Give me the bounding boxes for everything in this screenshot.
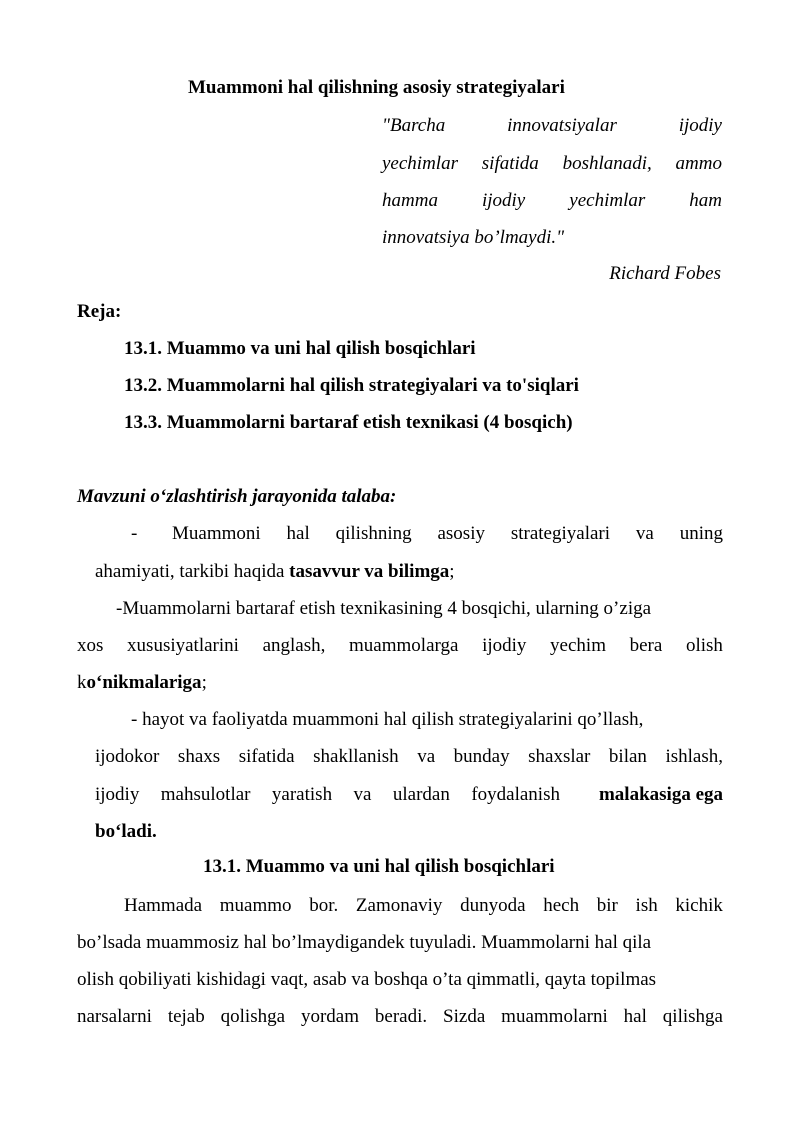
word: shaxslar <box>528 746 591 767</box>
section-paragraph-line-3: olish qobiliyati kishidagi vaqt, asab va boshqa o’ta qimmatli, qayta topilmas <box>77 969 657 990</box>
word: yechim <box>550 635 606 656</box>
goal-1-dash: - <box>131 523 138 544</box>
word: shaxs <box>177 746 221 767</box>
section-paragraph-line-4 <box>77 1005 723 1029</box>
word: ijodiy <box>678 115 722 136</box>
goal-3-line-2 <box>95 745 723 769</box>
goal-3-words <box>95 783 560 807</box>
word: Zamonaviy <box>355 895 443 916</box>
word: ulardan <box>392 784 450 805</box>
word: va <box>417 746 436 767</box>
word: ish <box>635 895 658 916</box>
goal-2-line-3 <box>77 671 207 695</box>
word: olish <box>685 635 723 656</box>
word: ammo <box>675 153 722 174</box>
goal-2-line-2 <box>77 634 723 658</box>
word: kichik <box>675 895 723 916</box>
goal-1-end: ; <box>449 561 455 582</box>
word: hech <box>543 895 580 916</box>
section-heading: 13.1. Muammo va uni hal qilish bosqichlari <box>203 856 555 877</box>
word: strategiyalari <box>510 523 611 544</box>
word: Sizda <box>443 1006 486 1027</box>
word: muammolarni <box>501 1006 608 1027</box>
word: yordam <box>300 1006 359 1027</box>
word: hal <box>286 523 310 544</box>
goal-1-emphasis: tasavvur va bilimga <box>289 561 450 582</box>
word: qilishga <box>662 1006 723 1027</box>
word: xos <box>77 635 104 656</box>
section-paragraph-line-2: bo’lsada muammosiz hal bo’lmaydigandek tuyuladi. Muammolarni hal qila <box>77 932 652 953</box>
word: bor. <box>309 895 339 916</box>
word: mahsulotlar <box>160 784 251 805</box>
epigraph-line-3 <box>382 189 722 213</box>
goal-3-line-1: - hayot va faoliyatda muammoni hal qilish strategiyalarini qo’llash, <box>131 709 644 730</box>
word: ijodiy <box>481 190 526 211</box>
goal-2-text: k <box>77 672 87 693</box>
word: innovatsiyalar <box>507 115 617 136</box>
word: bir <box>596 895 618 916</box>
plan-item-2: 13.2. Muammolarni hal qilish strategiyalari va to'siqlari <box>124 375 579 396</box>
goal-1-line-2 <box>95 560 455 584</box>
word: shakllanish <box>313 746 399 767</box>
word: ijodiy <box>482 635 527 656</box>
word: qolishga <box>220 1006 286 1027</box>
word: tejab <box>167 1006 205 1027</box>
word: yechimlar <box>569 190 646 211</box>
goals-heading: Mavzuni o‘zlashtirish jarayonida talaba: <box>77 486 397 507</box>
word: sifatida <box>238 746 295 767</box>
epigraph-line-2 <box>382 152 722 176</box>
word: xususiyatlarini <box>127 635 239 656</box>
word: dunyoda <box>460 895 526 916</box>
word: bilan <box>608 746 647 767</box>
page-title: Muammoni hal qilishning asosiy strategiyalari <box>188 77 565 98</box>
goal-3-emphasis: malakasiga ega <box>598 784 723 805</box>
word: anglash, <box>262 635 326 656</box>
word: bunday <box>453 746 510 767</box>
word: Muammoni <box>172 523 261 544</box>
word: "Barcha <box>382 115 446 136</box>
word: qilishning <box>335 523 412 544</box>
goal-1-text: ahamiyati, tarkibi haqida <box>95 561 290 582</box>
word: yechimlar <box>382 153 458 174</box>
goal-2-end: ; <box>201 672 207 693</box>
word: ishlash, <box>665 746 723 767</box>
word: sifatida <box>481 153 539 174</box>
plan-label: Reja: <box>77 301 122 322</box>
section-paragraph-line-1 <box>124 894 723 918</box>
word: muammolarga <box>349 635 459 656</box>
word: ijodiy <box>95 784 140 805</box>
word: uning <box>679 523 723 544</box>
plan-item-1: 13.1. Muammo va uni hal qilish bosqichlari <box>124 338 476 359</box>
word: va <box>635 523 654 544</box>
plan-item-3: 13.3. Muammolarni bartaraf etish texnikasi (4 bosqich) <box>124 412 573 433</box>
goal-3-line-3 <box>95 783 723 807</box>
word: ijodokor <box>95 746 160 767</box>
goal-2-emphasis: o‘nikmalariga <box>86 672 202 693</box>
epigraph-line-4: innovatsiya bo’lmaydi." <box>382 227 565 248</box>
word: beradi. <box>374 1006 428 1027</box>
word: boshlanadi, <box>562 153 652 174</box>
word: yaratish <box>271 784 333 805</box>
goal-2-line-1: -Muammolarni bartaraf etish texnikasining 4 bosqichi, ularning o’ziga <box>116 598 652 619</box>
word: ham <box>689 190 722 211</box>
epigraph-author: Richard Fobes <box>609 263 721 284</box>
word: muammo <box>219 895 292 916</box>
word: va <box>353 784 372 805</box>
word: bera <box>629 635 663 656</box>
word: asosiy <box>437 523 485 544</box>
goal-3-line-4: bo‘ladi. <box>95 821 157 842</box>
word: foydalanish <box>471 784 560 805</box>
word: hamma <box>382 190 438 211</box>
word: Hammada <box>124 895 203 916</box>
word: narsalarni <box>77 1006 152 1027</box>
word: hal <box>623 1006 647 1027</box>
epigraph-line-1 <box>382 114 722 138</box>
goal-1-line-1 <box>172 522 723 546</box>
